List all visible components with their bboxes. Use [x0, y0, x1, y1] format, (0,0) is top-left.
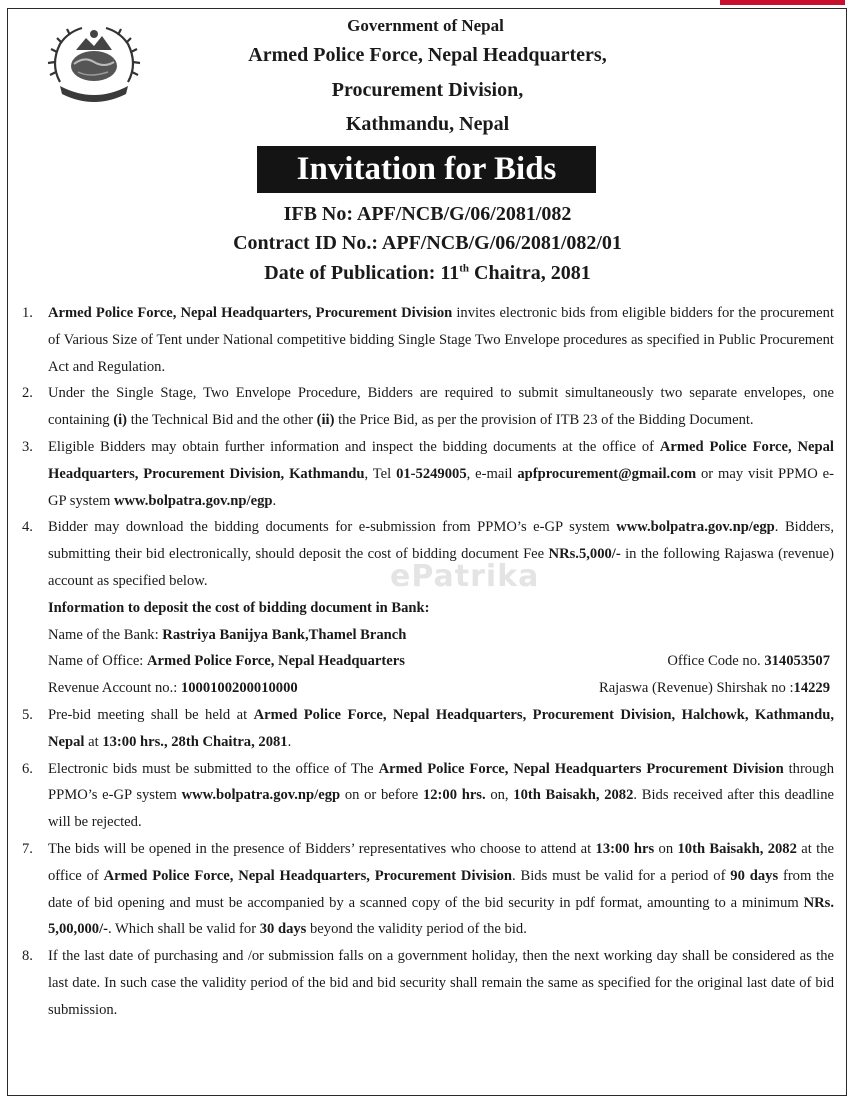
egp-url: www.bolpatra.gov.np/egp: [616, 519, 775, 536]
government-title: Government of Nepal: [347, 16, 504, 35]
list-item: 7. The bids will be opened in the presence of Bidders’ representatives who choose to attend at 13:00 hrs on 10th Baisakh, 2082 at the office of Armed Police Force, Nepal Headquarters, Procurement Division. Bids must be valid for a period of 90 days from the date of bid opening and must be accompanied by a scanned copy of the bid security in pdf format, amounting to a minimum NRs. 5,00,000/-. Which shall be valid for 30 days beyond the validity period of the bid.: [22, 840, 835, 938]
egp-url: www.bolpatra.gov.np/egp: [113, 492, 273, 509]
bank-name-row: Name of the Bank: Rastriya Banijya Bank,Thamel Branch: [48, 626, 407, 643]
list-item: 3. Eligible Bidders may obtain further information and inspect the bidding documents at the office of Armed Police Force, Nepal Headquarters, Procurement Division, Kathmandu, Tel 01-5249005, e-mail apfprocurement@gmail.com or may visit PPMO e-GP system www.bolpatra.gov.np/egp.: [22, 438, 835, 509]
ifb-number: IFB No: APF/NCB/G/06/2081/082: [283, 203, 572, 225]
phone-number: 01-5249005: [396, 465, 467, 482]
revenue-row: Revenue Account no.: 1000100200010000 Rajaswa (Revenue) Shirshak no :14229: [48, 680, 830, 697]
publication-date: Date of Publication: 11th Chaitra, 2081: [264, 262, 591, 284]
list-item: 6. Electronic bids must be submitted to the office of The Armed Police Force, Nepal Headquarters Procurement Division through PPMO’s e-GP system www.bolpatra.gov.np/egp on or before 12:00 hrs. on, 10th Baisakh, 2082. Bids received after this deadline will be rejected.: [22, 760, 834, 831]
contract-id: Contract ID No.: APF/NCB/G/06/2081/082/01: [233, 232, 622, 254]
notice-items: [22, 300, 834, 1024]
accent-tab: [720, 0, 845, 5]
bank-info-heading: Information to deposit the cost of bidding document in Bank:: [48, 599, 430, 616]
list-item: 2. Under the Single Stage, Two Envelope Procedure, Bidders are required to submit simultaneously two separate envelopes, one containing (i) the Technical Bid and the other (ii) the Price Bid, as per the provision of ITB 23 of the Bidding Document.: [22, 385, 834, 429]
list-item: 4. Bidder may download the bidding documents for e-submission from PPMO’s e-GP system www.bolpatra.gov.np/egp. Bidders, submitting their bid electronically, should deposit the cost of bidding document Fee NRs.5,000/- in the following Rajaswa (revenue) account as specified below. Information to deposit the cost of bidding document in Bank: Name of the Bank: Rastriya Banijya Bank,Thamel Branch Name of Office: Armed Police Force, Nepal Headquarters Office Code no. 314053507 Revenue Account no.: 1000100200010000 Rajaswa (Revenue) Shirshak no :14229: [22, 514, 834, 702]
watermark: ePatrika: [390, 559, 540, 594]
document-fee: NRs.5,000/-: [548, 546, 621, 563]
division-title: Procurement Division,: [331, 79, 524, 101]
list-item: 1. Armed Police Force, Nepal Headquarters, Procurement Division invites electronic bids from eligible bidders for the procurement of Various Size of Tent under National competitive bidding Single Stage Two Envelope procedures as specified in Public Procurement Act and Regulation.: [22, 305, 834, 375]
invitation-banner: Invitation for Bids: [257, 146, 596, 193]
office-row: Name of Office: Armed Police Force, Nepal Headquarters Office Code no. 314053507: [48, 653, 830, 670]
list-item: 8. If the last date of purchasing and /or submission falls on a government holiday, then the next working day shall be considered as the last date. In such case the validity period of the bid and bid security shall remain the same as specified for the original last date of bid submission.: [22, 948, 834, 1018]
email-address: apfprocurement@gmail.com: [517, 465, 697, 482]
organization-title: Armed Police Force, Nepal Headquarters,: [248, 44, 607, 66]
list-item: 5. Pre-bid meeting shall be held at Armed Police Force, Nepal Headquarters, Procurement Division, Halchowk, Kathmandu, Nepal at 13:00 hrs., 28th Chaitra, 2081.: [22, 706, 834, 750]
location-title: Kathmandu, Nepal: [345, 113, 510, 135]
egp-url: www.bolpatra.gov.np/egp: [181, 787, 341, 804]
